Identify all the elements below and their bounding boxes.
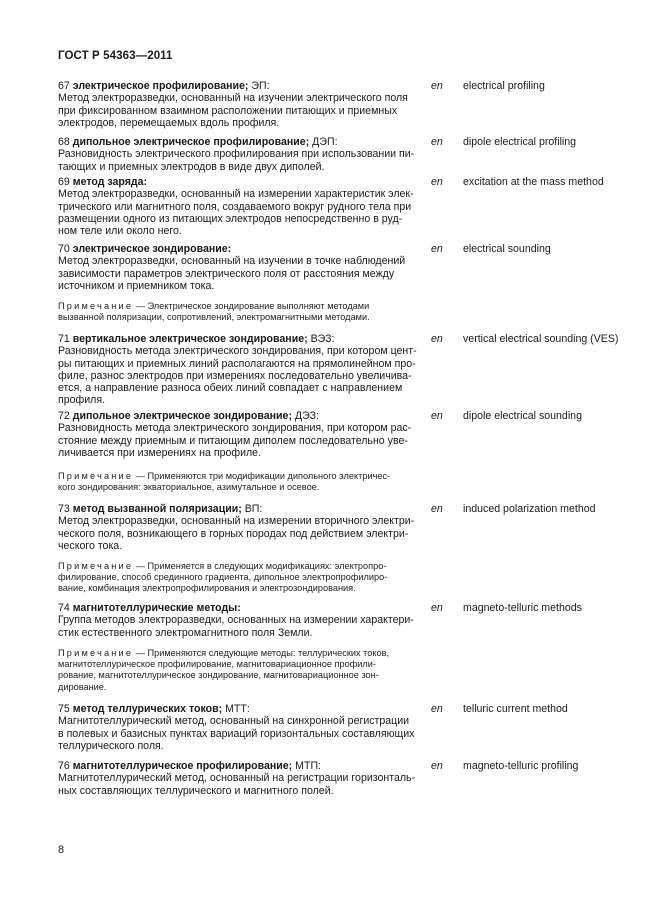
term-number: 68 (58, 136, 73, 148)
term-entry (58, 760, 418, 797)
term-number: 71 (58, 333, 73, 345)
term-title (58, 503, 418, 515)
note-text: — Электрическое зондирование выполняют методами (133, 301, 370, 311)
term-name: электрическое зондирование: (72, 243, 232, 255)
term-number: 75 (58, 703, 73, 715)
term-title (58, 410, 418, 422)
term-definition-line: ном теле или около него. (58, 225, 182, 238)
term-title (58, 243, 418, 255)
term-abbreviation: МТП: (292, 760, 321, 772)
note-line (58, 301, 418, 312)
term-number: 67 (58, 80, 73, 92)
term-definition-line: ческого поля, возникающего в горных породах под действием электри- (58, 527, 409, 540)
term-entry (58, 136, 418, 173)
term-definition-line: ры питающих и приемных линий располагаются на прямолинейном про- (58, 357, 416, 370)
term-entry (58, 410, 418, 459)
english-equivalent: electrical profiling (463, 80, 545, 92)
note-line: кого зондирования: экваториальное, азимутальное и осевое. (58, 482, 320, 493)
term-name: магнитотеллурическое профилирование; (72, 760, 293, 772)
term-name: электрическое профилирование; (72, 80, 249, 92)
term-definition-line: электродов, перемещаемых вдоль профиля. (58, 116, 280, 129)
term-definition-line: личивается при измерениях на профиле. (58, 446, 262, 459)
note-line: магнитотеллурическое профилирование, магнитовариационное профили- (58, 659, 376, 670)
note-block (58, 301, 418, 323)
term-title (58, 176, 418, 188)
term-definition-line: Магнитотеллурический метод, основанный на регистрации горизонталь- (58, 772, 416, 785)
term-definition-line: ется, а направление разноса обеих линий совпадает с направлением (58, 382, 403, 395)
term-number: 74 (58, 602, 73, 614)
note-label: Примечание (58, 471, 134, 481)
term-entry (58, 80, 418, 129)
en-language-label: en (431, 176, 443, 188)
note-line: вание, комбинация электропрофилирования и электрозондирования. (58, 583, 356, 594)
note-label: Примечание (58, 648, 134, 658)
term-definition-line: тающих и приемных электродов в виде двух диполей. (58, 160, 325, 173)
term-definition-line: Разновидность метода электрического зондирования, при котором рас- (58, 422, 412, 435)
en-language-label: en (431, 503, 443, 515)
term-definition-line: трического или магнитного поля, создаваемого вокруг рудного тела при (58, 200, 412, 213)
term-definition-line: Разновидность метода электрического зондирования, при котором цент- (58, 345, 417, 358)
english-equivalent: dipole electrical profiling (463, 136, 577, 148)
term-definition-line: Метод электроразведки, основанный на измерении характеристик элек- (58, 188, 414, 201)
term-abbreviation: ВП: (241, 503, 263, 515)
term-abbreviation: ВЭЗ: (307, 333, 335, 345)
en-language-label: en (431, 80, 443, 92)
term-title (58, 703, 418, 715)
term-definition-line: стояние между приемным и питающим диполем последовательно уве- (58, 434, 408, 447)
term-entry (58, 176, 418, 237)
term-title (58, 602, 418, 614)
note-block (58, 648, 418, 693)
en-language-label: en (431, 136, 443, 148)
term-title (58, 136, 418, 148)
term-number: 69 (58, 176, 73, 188)
term-name: дипольное электрическое зондирование; (72, 410, 292, 422)
term-name: магнитотеллурические методы: (72, 602, 241, 614)
term-definition-line: ческого тока. (58, 539, 123, 552)
term-definition-line: зависимости параметров электрического поля от расстояния между (58, 267, 395, 280)
page-number: 8 (58, 844, 65, 856)
term-definition-line: филе, разнос электродов при измерениях последовательно увеличива- (58, 369, 412, 382)
note-line (58, 471, 418, 482)
term-abbreviation: МТТ: (222, 703, 250, 715)
term-definition-line: Магнитотеллурический метод, основанный на синхронной регистрации (58, 715, 410, 728)
note-line: рование, магнитотеллурическое зондирование, магнитовариационное зон- (58, 670, 379, 681)
term-abbreviation: ДЭЗ: (291, 410, 319, 422)
en-language-label: en (431, 703, 443, 715)
term-definition-line: профиля. (58, 394, 106, 407)
term-title (58, 80, 418, 92)
term-definition-line: Группа методов электроразведки, основанных на измерении характери- (58, 614, 414, 627)
term-entry (58, 333, 418, 407)
note-block (58, 561, 418, 595)
term-number: 72 (58, 410, 73, 422)
term-definition-line: Метод электроразведки, основанный на измерении вторичного электри- (58, 515, 415, 528)
term-definition-line: в полевых и базисных пунктах вариаций горизонтальных составляющих (58, 727, 415, 740)
english-equivalent: induced polarization method (463, 503, 596, 515)
term-name: вертикальное электрическое зондирование; (72, 333, 308, 345)
term-definition-line: Метод электроразведки, основанный на изучении в точке наблюдений (58, 255, 406, 268)
note-line (58, 561, 418, 572)
term-entry (58, 703, 418, 752)
term-title (58, 760, 418, 772)
note-text: — Применяются следующие методы: теллурических токов, (133, 648, 390, 658)
note-line (58, 648, 418, 659)
term-definition-line: при фиксированном взаимном расположении питающих и приемных (58, 104, 398, 117)
note-line: филирование, способ срединного градиента, дипольное электропрофилиро- (58, 572, 388, 583)
en-language-label: en (431, 760, 443, 772)
en-language-label: en (431, 243, 443, 255)
note-text: — Применяется в следующих модификациях: электропро- (133, 561, 387, 571)
english-equivalent: magneto-telluric methods (463, 602, 582, 614)
en-language-label: en (431, 333, 443, 345)
term-entry (58, 243, 418, 292)
term-entry (58, 503, 418, 552)
en-language-label: en (431, 602, 443, 614)
note-block (58, 471, 418, 493)
en-language-label: en (431, 410, 443, 422)
term-definition-line: Разновидность электрического профилирования при использовании пи- (58, 148, 415, 161)
term-name: дипольное электрическое профилирование; (72, 136, 310, 148)
document-header: ГОСТ Р 54363—2011 (58, 50, 173, 62)
term-abbreviation: ДЭП: (309, 136, 338, 148)
term-entry (58, 602, 418, 639)
english-equivalent: vertical electrical sounding (VES) (463, 333, 619, 345)
term-definition-line: ных составляющих теллурического и магнитного полей. (58, 784, 334, 797)
term-name: метод теллурических токов; (72, 703, 223, 715)
english-equivalent: dipole electrical sounding (463, 410, 582, 422)
term-definition-line: теллурического поля. (58, 739, 164, 752)
term-definition-line: стик естественного электромагнитного поля Земли. (58, 626, 313, 639)
english-equivalent: telluric current method (463, 703, 568, 715)
term-definition-line: размещении одного из питающих электродов непосредственно в руд- (58, 212, 403, 225)
term-definition-line: источником и приемником тока. (58, 279, 215, 292)
english-equivalent: excitation at the mass method (463, 176, 604, 188)
term-name: метод заряда: (72, 176, 148, 188)
term-definition-line: Метод электроразведки, основанный на изучении электрического поля (58, 92, 408, 105)
english-equivalent: electrical sounding (463, 243, 551, 255)
term-number: 73 (58, 503, 73, 515)
note-text: — Применяются три модификации дипольного электричес- (133, 471, 391, 481)
note-line: дирование. (58, 681, 107, 692)
term-title (58, 333, 418, 345)
note-line: вызванной поляризации, сопротивлений, электромагнитными методами. (58, 312, 370, 323)
term-number: 70 (58, 243, 73, 255)
english-equivalent: magneto-telluric profiling (463, 760, 579, 772)
note-label: Примечание (58, 561, 134, 571)
term-abbreviation: ЭП: (248, 80, 270, 92)
term-name: метод вызванной поляризации; (72, 503, 242, 515)
term-number: 76 (58, 760, 73, 772)
note-label: Примечание (58, 301, 134, 311)
